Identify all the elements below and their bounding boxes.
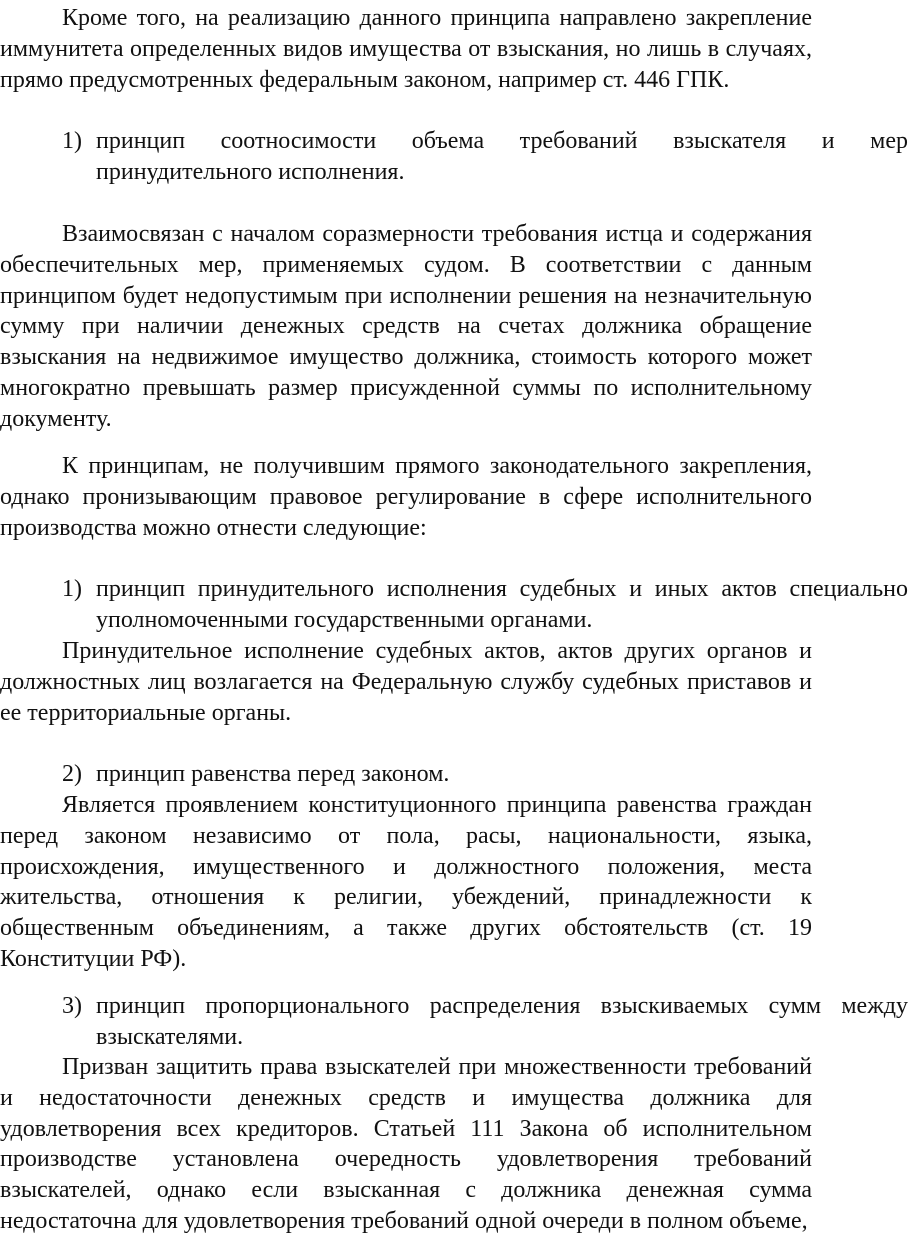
list-item-proportionality-principle bbox=[0, 126, 908, 188]
list-item-number: 1) bbox=[62, 576, 82, 602]
paragraph-creditor-protection bbox=[0, 1052, 812, 1237]
paragraph-constitutional-equality bbox=[0, 790, 812, 975]
list-item-number: 1) bbox=[62, 128, 82, 154]
list-item-enforcement-principle bbox=[0, 574, 908, 636]
paragraph-immunity bbox=[0, 3, 812, 95]
paragraph-text: К принципам, не получившим прямого законодательного закрепления, однако пронизывающим правовое регулирование в сфере исполнительного производства можно отнести следующие: bbox=[0, 453, 812, 541]
list-item-number: 2) bbox=[62, 761, 82, 787]
paragraph-bailiff-service bbox=[0, 636, 812, 728]
paragraph-text: Кроме того, на реализацию данного принципа направлено закрепление иммунитета определенных видов имущества от взыскания, но лишь в случаях, прямо предусмотренных федеральным законом, например ст. 446 ГПК. bbox=[0, 5, 812, 93]
list-item-text: принцип соотносимости объема требований взыскателя и мер принудительного исполнения. bbox=[96, 128, 908, 185]
list-item-number: 3) bbox=[62, 993, 82, 1019]
list-item-text: принцип пропорционального распределения взыскиваемых сумм между взыскателями. bbox=[96, 993, 908, 1050]
list-item-text: принцип равенства перед законом. bbox=[96, 761, 450, 787]
list-item-distribution-principle bbox=[0, 991, 908, 1053]
paragraph-interrelation bbox=[0, 219, 812, 435]
list-item-text: принцип принудительного исполнения судебных и иных актов специально уполномоченными государственными органами. bbox=[96, 576, 908, 633]
paragraph-text: Является проявлением конституционного принципа равенства граждан перед законом независимо от пола, расы, национальности, языка, происхождения, имущественного и должностного положения, места жительства, отношения к религии, убеждений, принадлежности к общественным объединениям, а также других обстоятельств (ст. 19 Конституции РФ). bbox=[0, 792, 812, 972]
paragraph-text: Принудительное исполнение судебных актов, актов других органов и должностных лиц возлагается на Федеральную службу судебных приставов и ее территориальные органы. bbox=[0, 638, 812, 726]
paragraph-text: Взаимосвязан с началом соразмерности требования истца и содержания обеспечительных мер, применяемых судом. В соответствии с данным принципом будет недопустимым при исполнении решения на незначительную сумму при наличии денежных средств на счетах должника обращение взыскания на недвижимое имущество должника, стоимость которого может многократно превышать размер присужденной суммы по исполнительному документу. bbox=[0, 221, 812, 432]
paragraph-unwritten-principles bbox=[0, 451, 812, 543]
paragraph-text: Призван защитить права взыскателей при множественности требований и недостаточности денежных средств и имущества должника для удовлетворения всех кредиторов. Статьей 111 Закона об исполнительном производстве установлена очередность удовлетворения требований взыскателей, однако если взысканная с должника денежная сумма недостаточна для удовлетворения требований одной очереди в полном объеме, bbox=[0, 1054, 812, 1234]
list-item-equality-principle bbox=[0, 759, 908, 790]
